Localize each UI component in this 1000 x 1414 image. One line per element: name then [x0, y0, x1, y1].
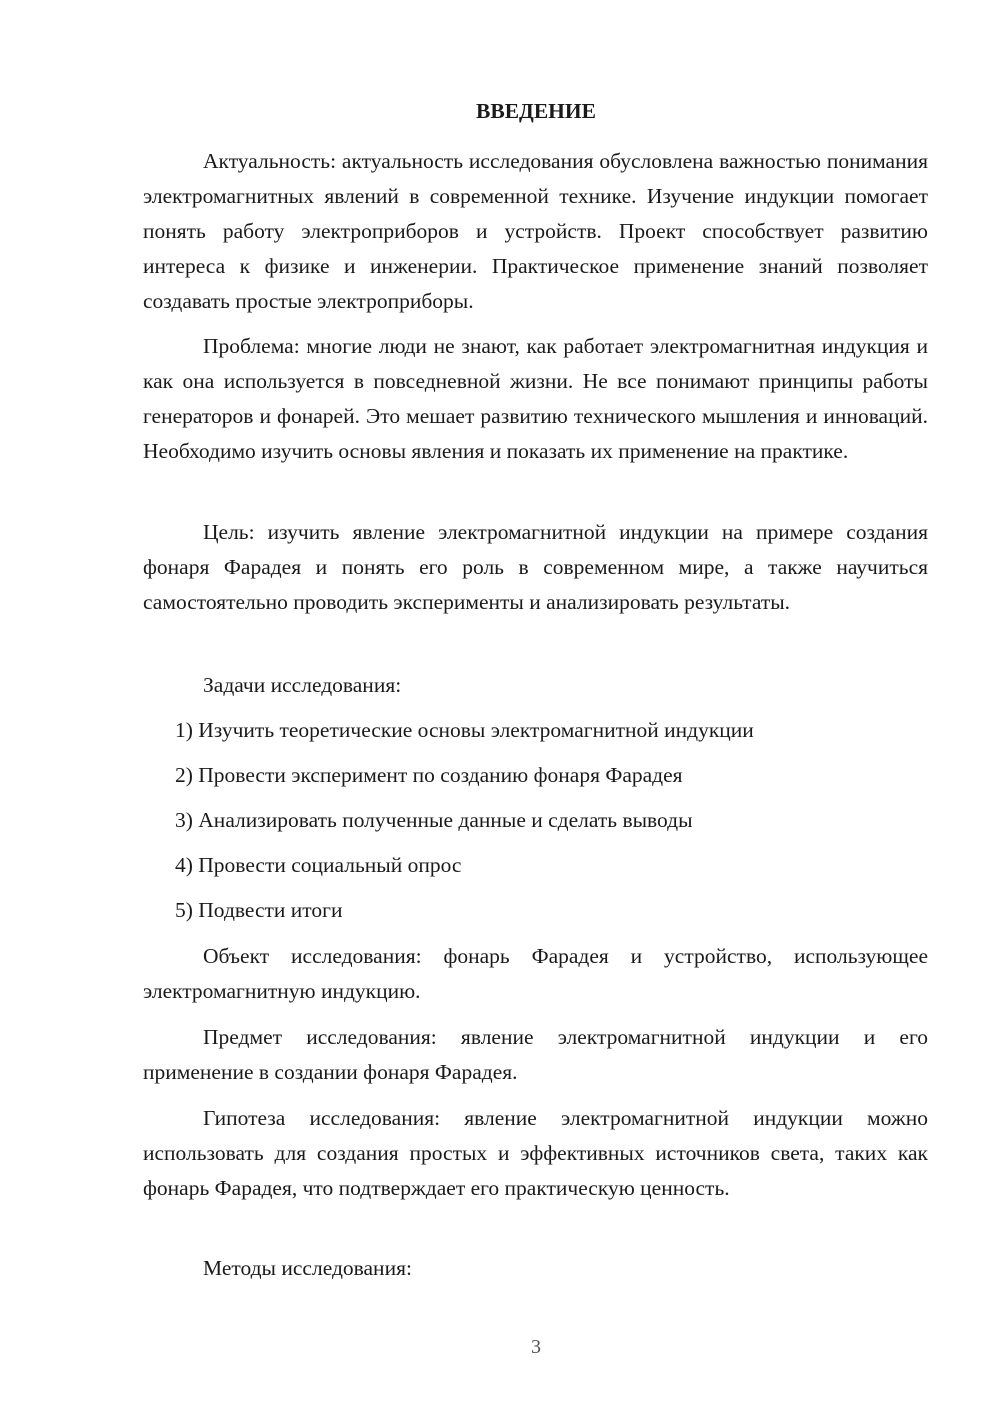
section-heading: ВВЕДЕНИЕ	[476, 99, 596, 123]
problem-paragraph: Проблема: многие люди не знают, как работает электромагнитная индукция и как она используется в повседневной жизни. Не все понимают принципы работы генераторов и фонарей. Это мешает развитию технического мышления и инноваций. Необходимо изучить основы явления и показать их применение на практике.	[143, 334, 928, 463]
task-item: 3) Анализировать полученные данные и сделать выводы	[175, 808, 693, 832]
task-item: 2) Провести эксперимент по созданию фонаря Фарадея	[175, 763, 683, 787]
task-item: 4) Провести социальный опрос	[175, 853, 462, 877]
object-paragraph: Объект исследования: фонарь Фарадея и устройство, использующее электромагнитную индукцию.	[143, 944, 928, 1003]
goal-paragraph: Цель: изучить явление электромагнитной индукции на примере создания фонаря Фарадея и понять его роль в современном мире, а также научиться самостоятельно проводить эксперименты и анализировать результаты.	[143, 520, 928, 614]
task-item: 1) Изучить теоретические основы электромагнитной индукции	[175, 718, 754, 742]
task-item: 5) Подвести итоги	[175, 898, 343, 922]
tasks-title: Задачи исследования:	[203, 673, 402, 697]
hypothesis-paragraph: Гипотеза исследования: явление электромагнитной индукции можно использовать для создания простых и эффективных источников света, таких как фонарь Фарадея, что подтверждает его практическую ценность.	[143, 1106, 928, 1200]
methods-title: Методы исследования:	[203, 1256, 412, 1280]
subject-paragraph: Предмет исследования: явление электромагнитной индукции и его применение в создании фонаря Фарадея.	[143, 1025, 928, 1084]
page-number: 3	[531, 1336, 541, 1358]
relevance-paragraph: Актуальность: актуальность исследования обусловлена важностью понимания электромагнитных явлений в современной технике. Изучение индукции помогает понять работу электроприборов и устройств. Проект способствует развитию интереса к физике и инженерии. Практическое применение знаний позволяет создавать простые электроприборы.	[143, 149, 928, 313]
